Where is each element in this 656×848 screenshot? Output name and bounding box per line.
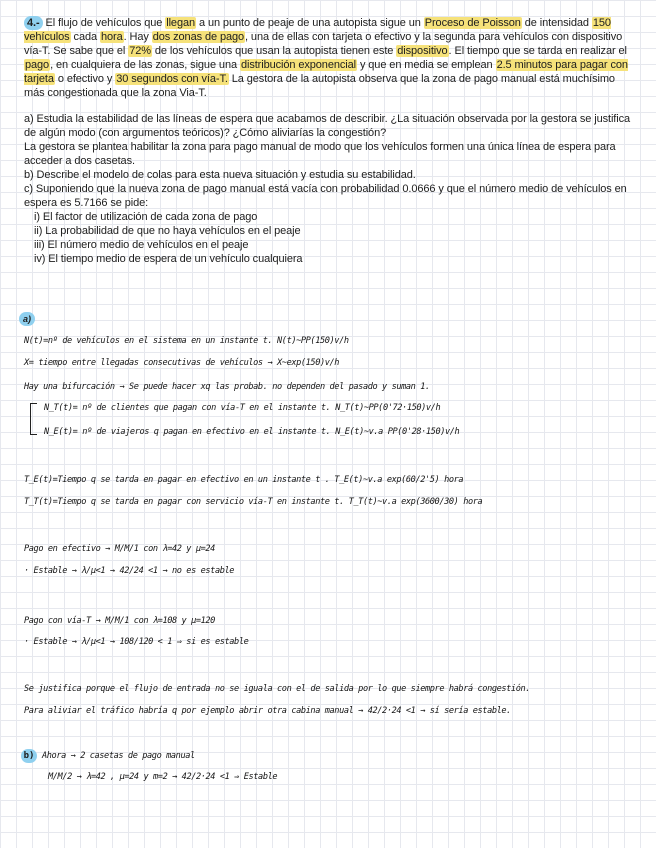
- problem-statement: [24, 16, 630, 266]
- highlight: llegan: [166, 17, 195, 29]
- highlight: 2.5 minutos para pagar con tarjeta: [24, 59, 628, 85]
- note-line: N_T(t)= nº de clientes que pagan con vía-T en el instante t. N_T(t)~PP(0'72·150)v/h: [44, 403, 441, 413]
- note-line: N(t)=nº de vehículos en el sistema en un instante t. N(t)~PP(150)v/h: [24, 336, 349, 346]
- text: a un punto de peaje de una autopista sigue un: [198, 17, 421, 29]
- question-c-i: i) El factor de utilización de cada zona de pago: [34, 211, 258, 223]
- question-c-iv: iv) El tiempo medio de espera de un vehículo cualquiera: [34, 253, 303, 265]
- text: y que en media se emplean: [359, 59, 493, 71]
- problem-number-badge: 4.-: [24, 16, 43, 30]
- highlight: dos zonas de pago: [152, 31, 245, 43]
- note-line: T_T(t)=Tiempo q se tarda en pagar con servicio vía-T en instante t. T_T(t)~v.a exp(3600/30) hora: [24, 497, 483, 507]
- text: , en cualquiera de las zonas, sigue una: [50, 59, 237, 71]
- text: , una de ellas con tarjeta o efectivo y la segunda para vehículos con dispositivo vía-T. Se sabe que el: [24, 31, 623, 57]
- note-line: N_E(t)= nº de viajeros q pagan en efectivo en el instante t. N_E(t)~v.a PP(0'28·150)v/h: [44, 427, 460, 437]
- text: de los vehículos que usan la autopista tienen este: [154, 45, 394, 57]
- note-line: M/M/2 → λ=42 , μ=24 y m=2 → 42/2·24 <1 ⇒ Estable: [48, 772, 278, 782]
- highlight: dispositivo: [397, 45, 448, 57]
- note-line: Para aliviar el tráfico habría q por ejemplo abrir otra cabina manual → 42/2·24 <1 → sí sería estable.: [24, 706, 511, 716]
- text: El flujo de vehículos que: [45, 17, 163, 29]
- answer-b-badge: b): [21, 749, 37, 763]
- note-line: · Estable → λ/μ<1 → 108/120 < 1 ⇒ si es estable: [24, 637, 249, 647]
- answer-a-badge: a): [19, 312, 35, 326]
- question-a: a) Estudia la estabilidad de las líneas de espera que acabamos de describir. ¿La situación observada por la gestora se justifica de algún modo (con argumentos teóricos)? ¿Cómo aliviarías la congestión?: [24, 113, 631, 139]
- note-line-heading: Pago con vía-T → M/M/1 con λ=108 y μ=120: [24, 616, 215, 626]
- text: de intensidad: [524, 17, 589, 29]
- question-intro: La gestora se plantea habilitar la zona para pago manual de modo que los vehículos formen una única línea de espera para acceder a dos casetas.: [24, 141, 616, 167]
- question-c-ii: ii) La probabilidad de que no haya vehículos en el peaje: [34, 225, 301, 237]
- question-c-iii: iii) El número medio de vehículos en el peaje: [34, 239, 249, 251]
- text: cada: [73, 31, 97, 43]
- note-line: · Estable → λ/μ<1 → 42/24 <1 → no es estable: [24, 566, 235, 576]
- text: . El tiempo que se tarda en realizar el: [448, 45, 627, 57]
- note-line-heading: Pago en efectivo → M/M/1 con λ=42 y μ=24: [24, 544, 215, 554]
- text: o efectivo y: [57, 73, 113, 85]
- question-b: b) Describe el modelo de colas para esta nueva situación y estudia su estabilidad.: [24, 169, 416, 181]
- highlight: 150 vehículos: [24, 17, 611, 43]
- highlight: distribución exponencial: [240, 59, 356, 71]
- highlight: 30 segundos con vía-T.: [116, 73, 228, 85]
- note-line: Hay una bifurcación → Se puede hacer xq las probab. no dependen del pasado y suman 1.: [24, 382, 430, 392]
- highlight: Proceso de Poisson: [424, 17, 521, 29]
- note-line: T_E(t)=Tiempo q se tarda en pagar en efectivo en un instante t . T_E(t)~v.a exp(60/2'5) hora: [24, 475, 464, 485]
- note-line: Se justifica porque el flujo de entrada no se iguala con el de salida por lo que siempre habrá congestión.: [24, 684, 531, 694]
- problem-paragraph: [24, 16, 630, 100]
- highlight: hora: [100, 31, 123, 43]
- question-c: c) Suponiendo que la nueva zona de pago manual está vacía con probabilidad 0.0666 y que el número medio de vehículos en espera es 5.7166 se pide:: [24, 183, 627, 209]
- note-line: Ahora → 2 casetas de pago manual: [42, 751, 195, 761]
- highlight: pago: [25, 59, 50, 71]
- text: La gestora de la autopista observa que la zona de pago manual está muchísimo más congestionada que la zona Via-T.: [24, 73, 615, 99]
- note-line: X= tiempo entre llegadas consecutivas de vehículos → X~exp(150)v/h: [24, 358, 340, 368]
- highlight: 72%: [129, 45, 151, 57]
- text: . Hay: [123, 31, 149, 43]
